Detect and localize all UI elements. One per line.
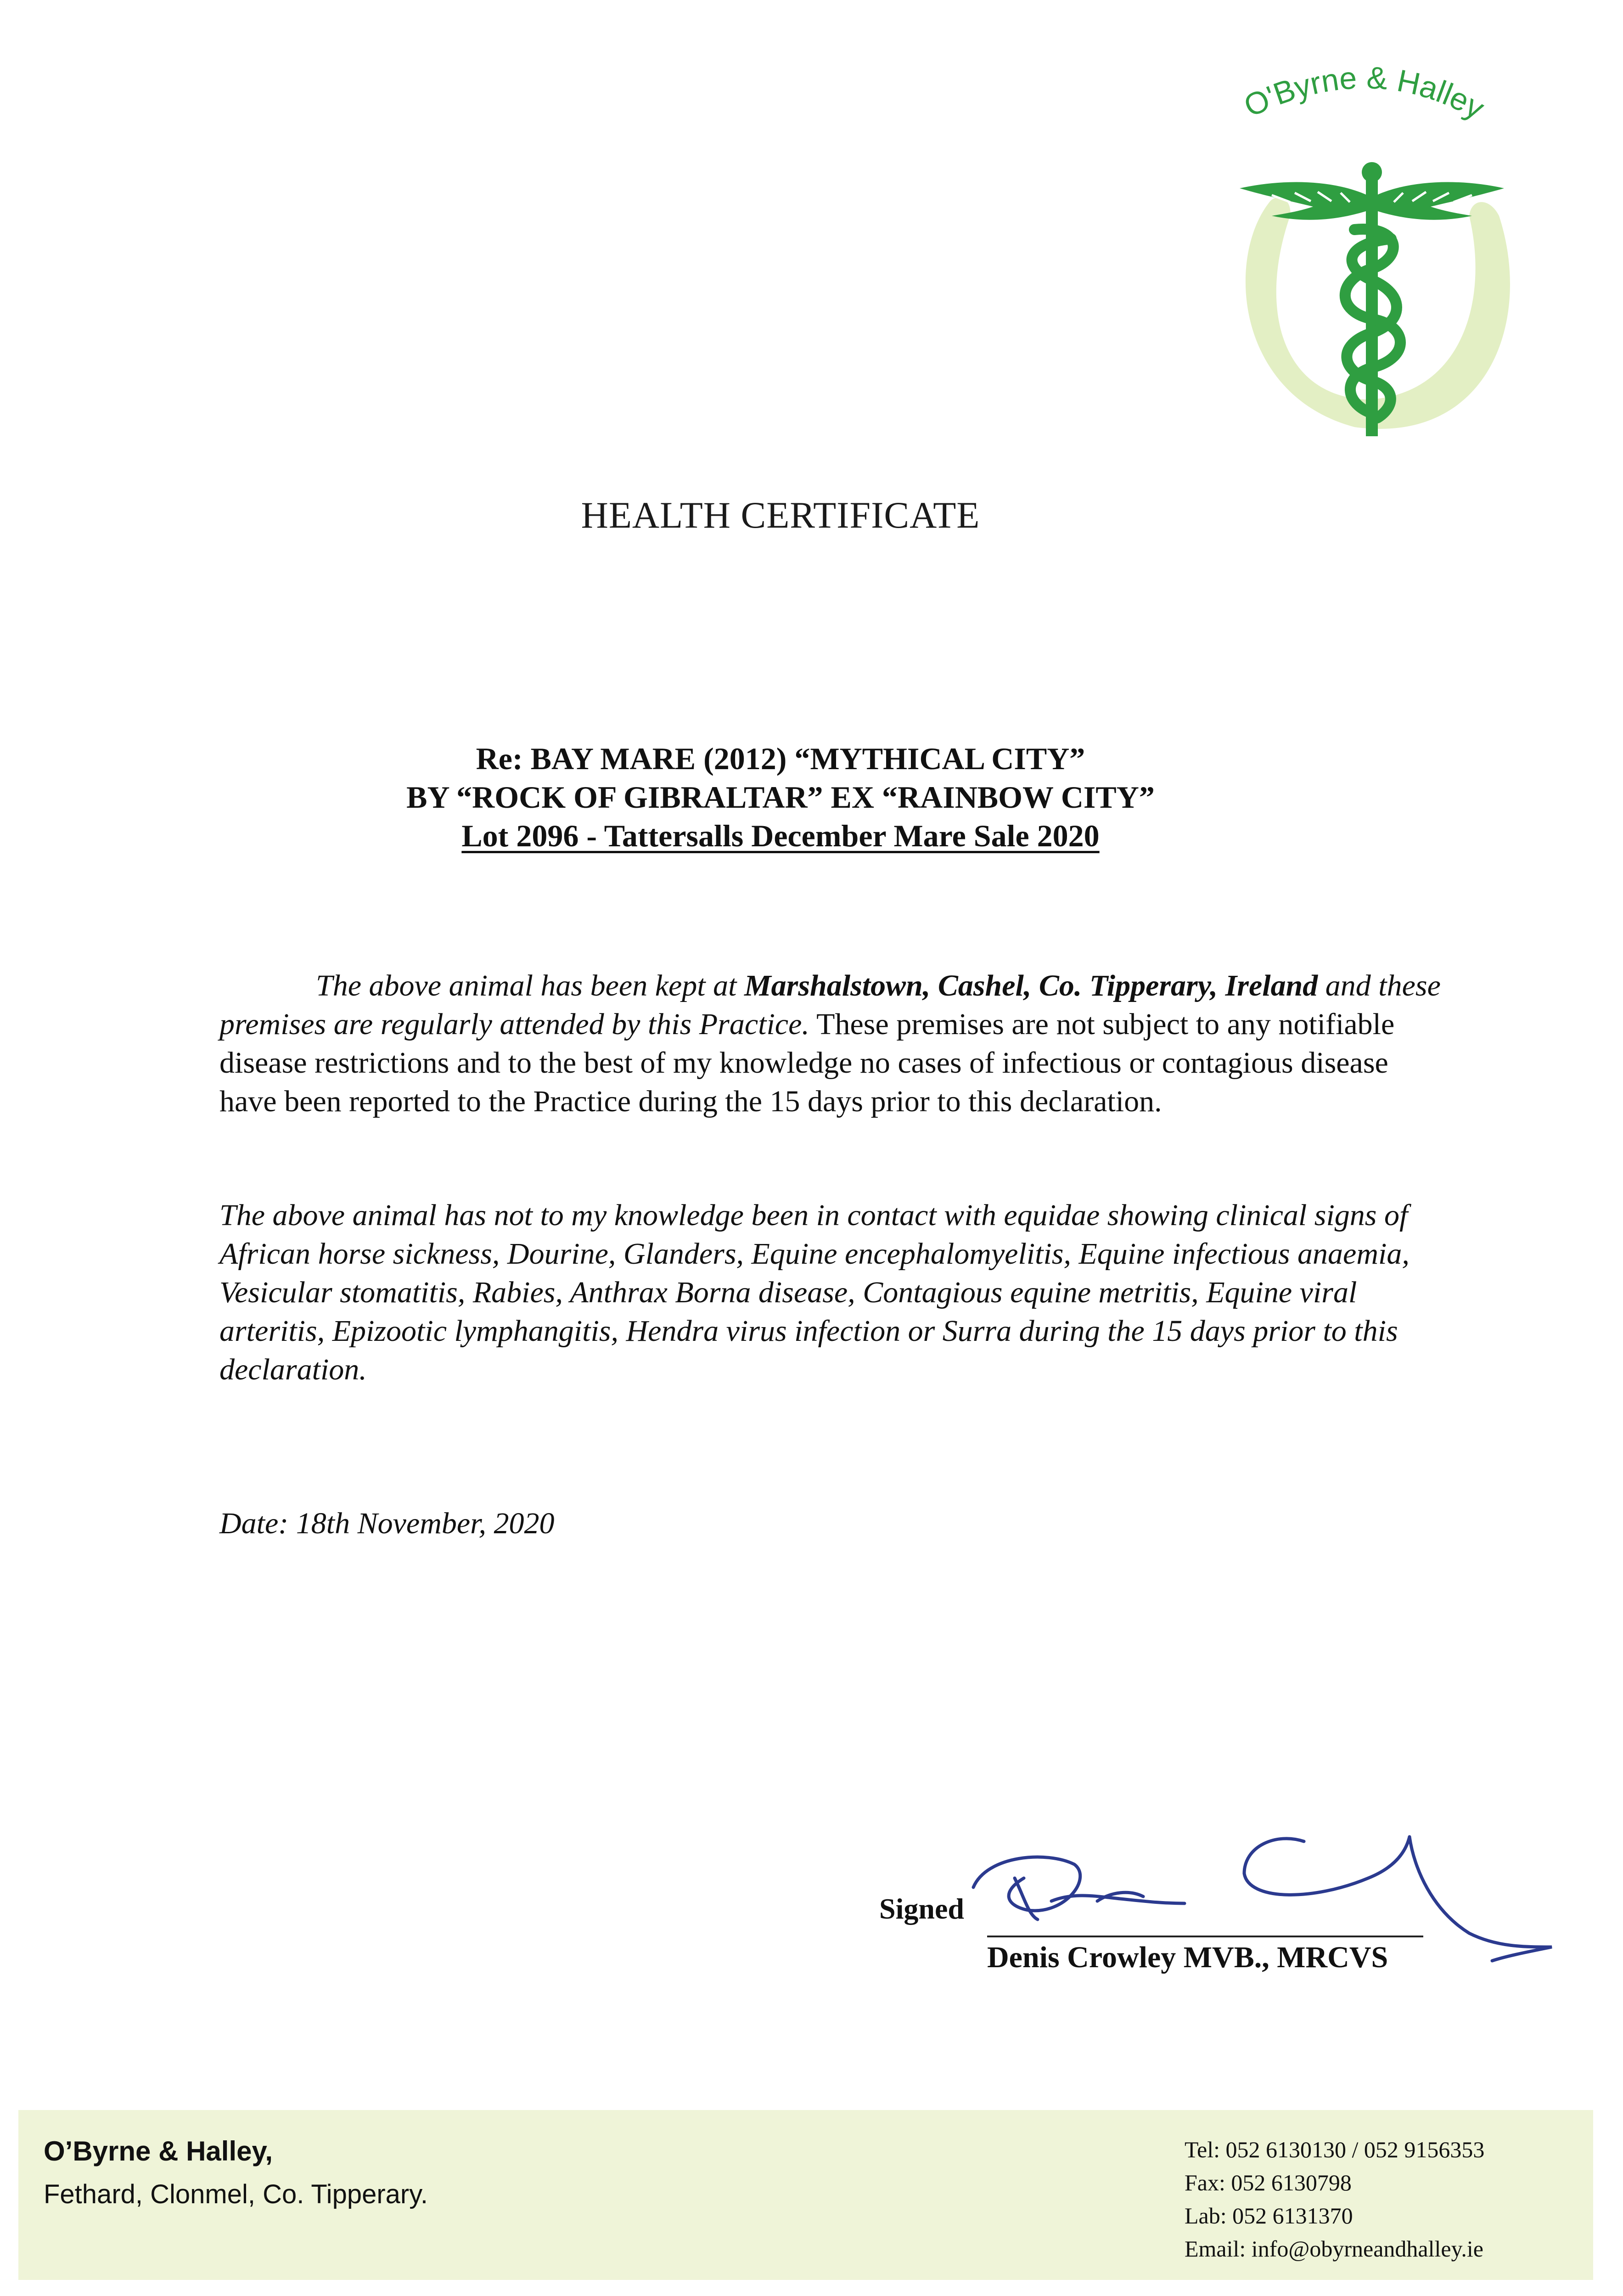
premises-paragraph [219,967,1441,1121]
footer-lab: Lab: 052 6131370 [1185,2203,1353,2228]
disease-declaration-paragraph: The above animal has not to my knowledge been in contact with equidae showing clinical signs of African horse sickness, Dourine, Glanders, Equine encephalomyelitis, Equine infectious anaemia, Vesicular stomatitis, Rabies, Anthrax Borna disease, Contagious equine metritis, Equine viral arteritis, Epizootic lymphangitis, Hendra virus infection or Surra during the 15 days prior to this declaration. [219,1199,1410,1386]
logo-text: O'Byrne & Halley [1239,64,1490,126]
letterhead-footer [18,2110,1593,2280]
footer-fax: Fax: 052 6130798 [1185,2170,1352,2195]
subject-line-2: BY “ROCK OF GIBRALTAR” EX “RAINBOW CITY” [406,780,1155,815]
footer-address: Fethard, Clonmel, Co. Tipperary. [44,2179,428,2209]
signed-label: Signed [879,1892,964,1925]
svg-text:O'Byrne & Halley [1239,64,1490,126]
page-title: HEALTH CERTIFICATE [581,494,980,536]
footer-contacts [1185,2133,1484,2265]
para1-body: These premises are not subject to any notifiable disease restrictions and to the best of my knowledge no cases of infectious or contagious disease have been reported to the Practice during the 15 days prior to this declaration. [219,1007,1395,1118]
signature-line [987,1936,1423,1937]
signer-name: Denis Crowley MVB., MRCVS [987,1941,1388,1974]
obyrne-halley-logo [1203,64,1543,450]
declaration-date: Date: 18th November, 2020 [219,1507,555,1540]
para1-attended: and these premises are regularly attended by this Practice. [219,969,1441,1041]
footer-tel: Tel: 052 6130130 / 052 9156353 [1185,2137,1485,2162]
footer-email[interactable]: Email: info@obyrneandhalley.ie [1185,2236,1483,2262]
subject-block [0,739,1561,855]
subject-line-1: Re: BAY MARE (2012) “MYTHICAL CITY” [476,741,1085,776]
para1-intro: The above animal has been kept at [316,969,744,1002]
lot-line: Lot 2096 - Tattersalls December Mare Sale 2020 [461,818,1100,853]
premises-address: Marshalstown, Cashel, Co. Tipperary, Ireland [744,969,1318,1002]
footer-practice-name: O’Byrne & Halley, [44,2136,273,2167]
subject-line-3 [0,816,1561,855]
